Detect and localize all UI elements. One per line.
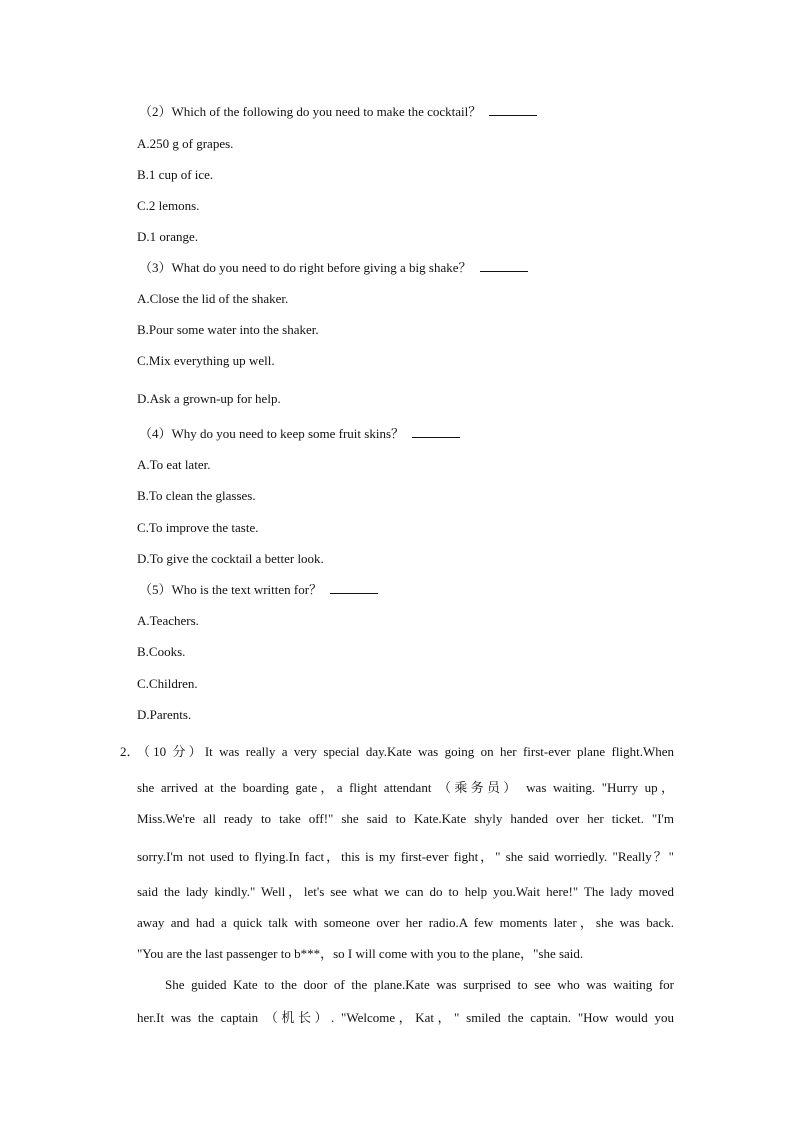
question-4-text: （4）Why do you need to keep some fruit skins？ bbox=[139, 426, 405, 441]
question-5-option-c: C.Children. bbox=[137, 676, 198, 691]
question-5-stem bbox=[139, 582, 378, 598]
question-4-option-d: D.To give the cocktail a better look. bbox=[137, 551, 324, 566]
passage-line: sorry.I'm not used to flying.In fact，this is my first-ever fight，" she said worriedly. "Really？" bbox=[137, 849, 674, 864]
question-2-option-d: D.1 orange. bbox=[137, 229, 199, 244]
question-3-stem bbox=[139, 260, 528, 276]
question-3-option-c: C.Mix everything up well. bbox=[137, 353, 275, 368]
question-4-stem bbox=[139, 426, 460, 442]
passage-line: Miss.We're all ready to take off!" she said to Kate.Kate shyly handed over her ticket. "I'm bbox=[137, 811, 674, 826]
question-2-text: （2）Which of the following do you need to make the cocktail？ bbox=[139, 104, 482, 119]
question-number: 2． bbox=[120, 744, 140, 759]
question-3-option-b: B.Pour some water into the shaker. bbox=[137, 322, 319, 337]
question-3-option-d: D.Ask a grown-up for help. bbox=[137, 391, 281, 406]
question-2-option-c: C.2 lemons. bbox=[137, 198, 200, 213]
question-3-text: （3）What do you need to do right before giving a big shake？ bbox=[139, 260, 472, 275]
passage-line: （10 分）It was really a very special day.Kate was going on her first-ever plane flight.When bbox=[137, 744, 674, 759]
question-4-option-c: C.To improve the taste. bbox=[137, 520, 259, 535]
question-5-text: （5）Who is the text written for？ bbox=[139, 582, 323, 597]
passage-line: She guided Kate to the door of the plane.Kate was surprised to see who was waiting for bbox=[165, 977, 674, 992]
passage-line: said the lady kindly." Well，let's see what we can do to help you.Wait here!" The lady moved bbox=[137, 884, 674, 899]
passage-line: she arrived at the boarding gate，a flight attendant （乘务员） was waiting. "Hurry up， bbox=[137, 780, 674, 795]
answer-blank[interactable] bbox=[412, 427, 460, 438]
passage-line: her.It was the captain （机长）. "Welcome，Kat，" smiled the captain. "How would you bbox=[137, 1010, 674, 1025]
question-4-option-b: B.To clean the glasses. bbox=[137, 488, 256, 503]
answer-blank[interactable] bbox=[489, 105, 537, 116]
question-3-option-a: A.Close the lid of the shaker. bbox=[137, 291, 289, 306]
question-2-option-b: B.1 cup of ice. bbox=[137, 167, 214, 182]
question-2-stem bbox=[139, 104, 537, 120]
passage-line: "You are the last passenger to b***，so I will come with you to the plane，"she said. bbox=[137, 946, 584, 961]
answer-blank[interactable] bbox=[330, 583, 378, 594]
passage-line: away and had a quick talk with someone over her radio.A few moments later，she was back. bbox=[137, 915, 674, 930]
question-5-option-b: B.Cooks. bbox=[137, 644, 186, 659]
question-2-option-a: A.250 g of grapes. bbox=[137, 136, 234, 151]
answer-blank[interactable] bbox=[480, 261, 528, 272]
question-4-option-a: A.To eat later. bbox=[137, 457, 211, 472]
question-5-option-d: D.Parents. bbox=[137, 707, 192, 722]
question-5-option-a: A.Teachers. bbox=[137, 613, 199, 628]
